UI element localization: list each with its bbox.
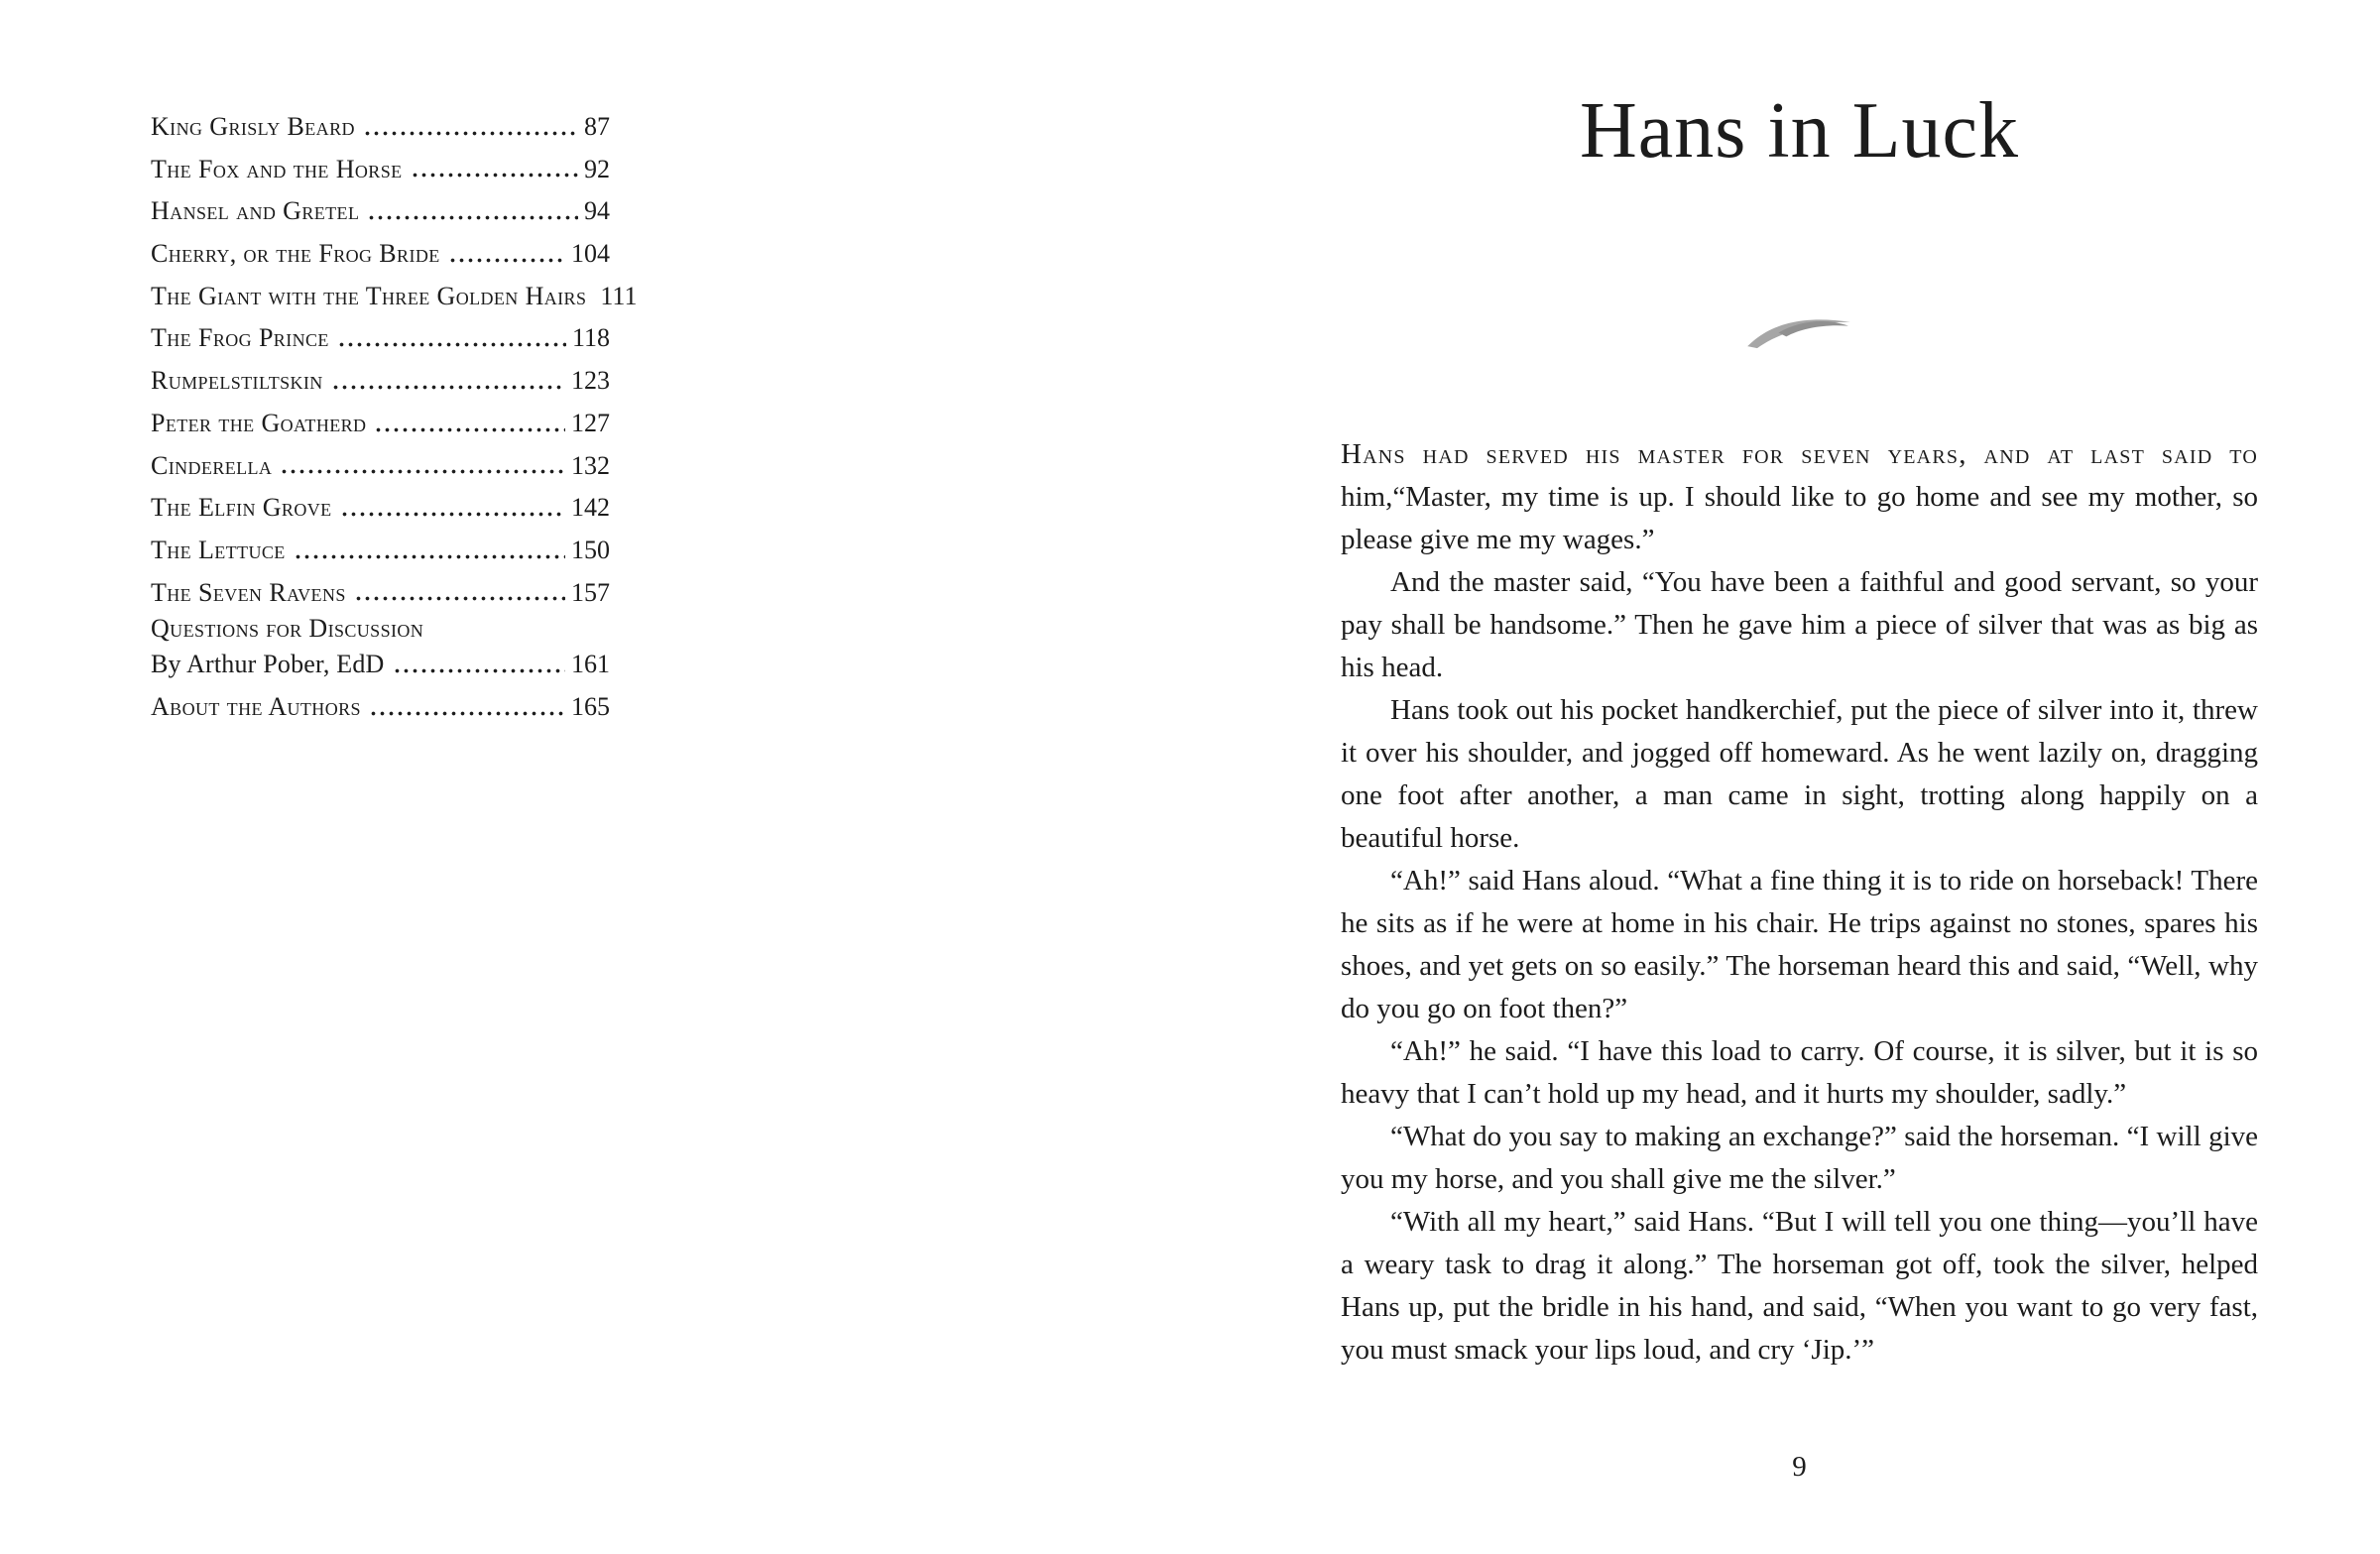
story-paragraph: “With all my heart,” said Hans. “But I will tell you one thing—you’ll have a weary task to drag it along.” The horseman got off, took the silver, helped Hans up, put the bridle in his hand, and said, “When you want to go very fast, you must smack your lips loud, and cry ‘Jip.’” (1341, 1206, 2258, 1366)
toc-entry-title: About the Authors (151, 691, 361, 721)
section-divider-ornament (1341, 309, 2258, 359)
toc-entry-page-number: 161 (571, 650, 610, 679)
toc-entry-page-number: 165 (571, 691, 610, 721)
toc-dot-leader (363, 106, 578, 149)
toc-dot-leader (280, 445, 565, 488)
toc-entry[interactable] (151, 317, 610, 360)
story-paragraph: And the master said, “You have been a faithful and good servant, so your pay shall be handsome.” Then he gave him a piece of silver that was as big as his head. (1341, 566, 2258, 683)
toc-dot-leader (374, 403, 565, 445)
toc-entry-page-number: 157 (571, 577, 610, 607)
toc-entry[interactable] (151, 149, 610, 191)
story-paragraph: “Ah!” said Hans aloud. “What a fine thing it is to ride on horseback! There he sits as if he were at home in his chair. He trips against no stones, spares his shoes, and yet gets on so easily.” The horseman heard this and said, “Well, why do you go on foot then?” (1341, 865, 2258, 1024)
chapter-title: Hans in Luck (1579, 87, 2019, 175)
toc-dot-leader (331, 360, 565, 403)
toc-entry[interactable] (151, 445, 610, 488)
toc-entry-page-number: 127 (571, 408, 610, 437)
toc-dot-leader (448, 233, 565, 276)
toc-entry[interactable] (151, 530, 610, 572)
toc-entry[interactable] (151, 233, 610, 276)
toc-entry[interactable] (151, 360, 610, 403)
toc-entry[interactable] (151, 686, 610, 729)
toc-entry-title: King Grisly Beard (151, 112, 355, 141)
toc-entry[interactable] (151, 644, 610, 686)
page-number: 9 (1792, 1451, 1807, 1483)
toc-dot-leader (294, 530, 565, 572)
toc-entry-title: Rumpelstiltskin (151, 366, 323, 396)
toc-entry-title: Cherry, or the Frog Bride (151, 239, 440, 269)
toc-entry-title: Cinderella (151, 450, 273, 480)
toc-entry-page-number: 142 (571, 493, 610, 523)
toc-dot-leader (340, 487, 565, 530)
toc-dot-leader (354, 572, 565, 615)
toc-entry-title: Hansel and Gretel (151, 196, 360, 226)
toc-entry-page-number: 94 (584, 196, 610, 226)
toc-entry-title: By Arthur Pober, EdD (151, 650, 385, 679)
toc-entry-page-number: 123 (571, 366, 610, 396)
toc-entry-page-number: 92 (584, 154, 610, 183)
toc-entry-page-number: 150 (571, 535, 610, 564)
toc-entry[interactable] (151, 487, 610, 530)
story-paragraph: Hans had served his master for seven years, and at last said to him,“Master, my time is up. I should like to go home and see my mother, so please give me my wages.” (1341, 438, 2258, 555)
toc-entry-title: The Lettuce (151, 535, 286, 564)
toc-entry[interactable] (151, 190, 610, 233)
toc-dot-leader (411, 149, 578, 191)
story-paragraph: “What do you say to making an exchange?” said the horseman. “I will give you my horse, and you shall give me the silver.” (1341, 1121, 2258, 1195)
toc-entry-title: The Seven Ravens (151, 577, 346, 607)
story-paragraph: “Ah!” he said. “I have this load to carry. Of course, it is silver, but it is so heavy that I can’t hold up my head, and it hurts my shoulder, sadly.” (1341, 1035, 2258, 1110)
toc-entry-page-number: 104 (571, 239, 610, 269)
toc-entry[interactable] (151, 403, 610, 445)
swash-icon (1741, 309, 1858, 354)
toc-entry-title: The Elfin Grove (151, 493, 332, 523)
toc-dot-leader (337, 317, 566, 360)
toc-entry-title: The Frog Prince (151, 323, 329, 353)
story-body (1341, 433, 2258, 1372)
toc-dot-leader (393, 644, 566, 686)
toc-entry-title: The Fox and the Horse (151, 154, 403, 183)
toc-entry-title: The Giant with the Three Golden Hairs (151, 281, 587, 310)
toc-entry-page-number: 111 (600, 281, 638, 310)
toc-entry-page-number: 87 (584, 112, 610, 141)
toc-entry-pretitle (151, 614, 610, 644)
toc-entry-title: Questions for Discussion (151, 614, 424, 644)
table-of-contents (151, 106, 638, 729)
toc-entry[interactable] (151, 572, 610, 615)
toc-dot-leader (367, 190, 578, 233)
toc-dot-leader (369, 686, 565, 729)
paragraph-smallcaps-lead: Hans had served his master for seven years, and at last said to (1341, 438, 2258, 470)
story-paragraph: Hans took out his pocket handkerchief, put the piece of silver into it, threw it over his shoulder, and jogged off homeward. As he went lazily on, dragging one foot after another, a man came in sight, trotting along happily on a beautiful horse. (1341, 694, 2258, 854)
toc-entry[interactable] (151, 276, 638, 318)
toc-entry[interactable] (151, 106, 610, 149)
toc-entry-title: Peter the Goatherd (151, 408, 367, 437)
toc-entry-page-number: 132 (571, 450, 610, 480)
toc-entry-page-number: 118 (571, 323, 610, 353)
